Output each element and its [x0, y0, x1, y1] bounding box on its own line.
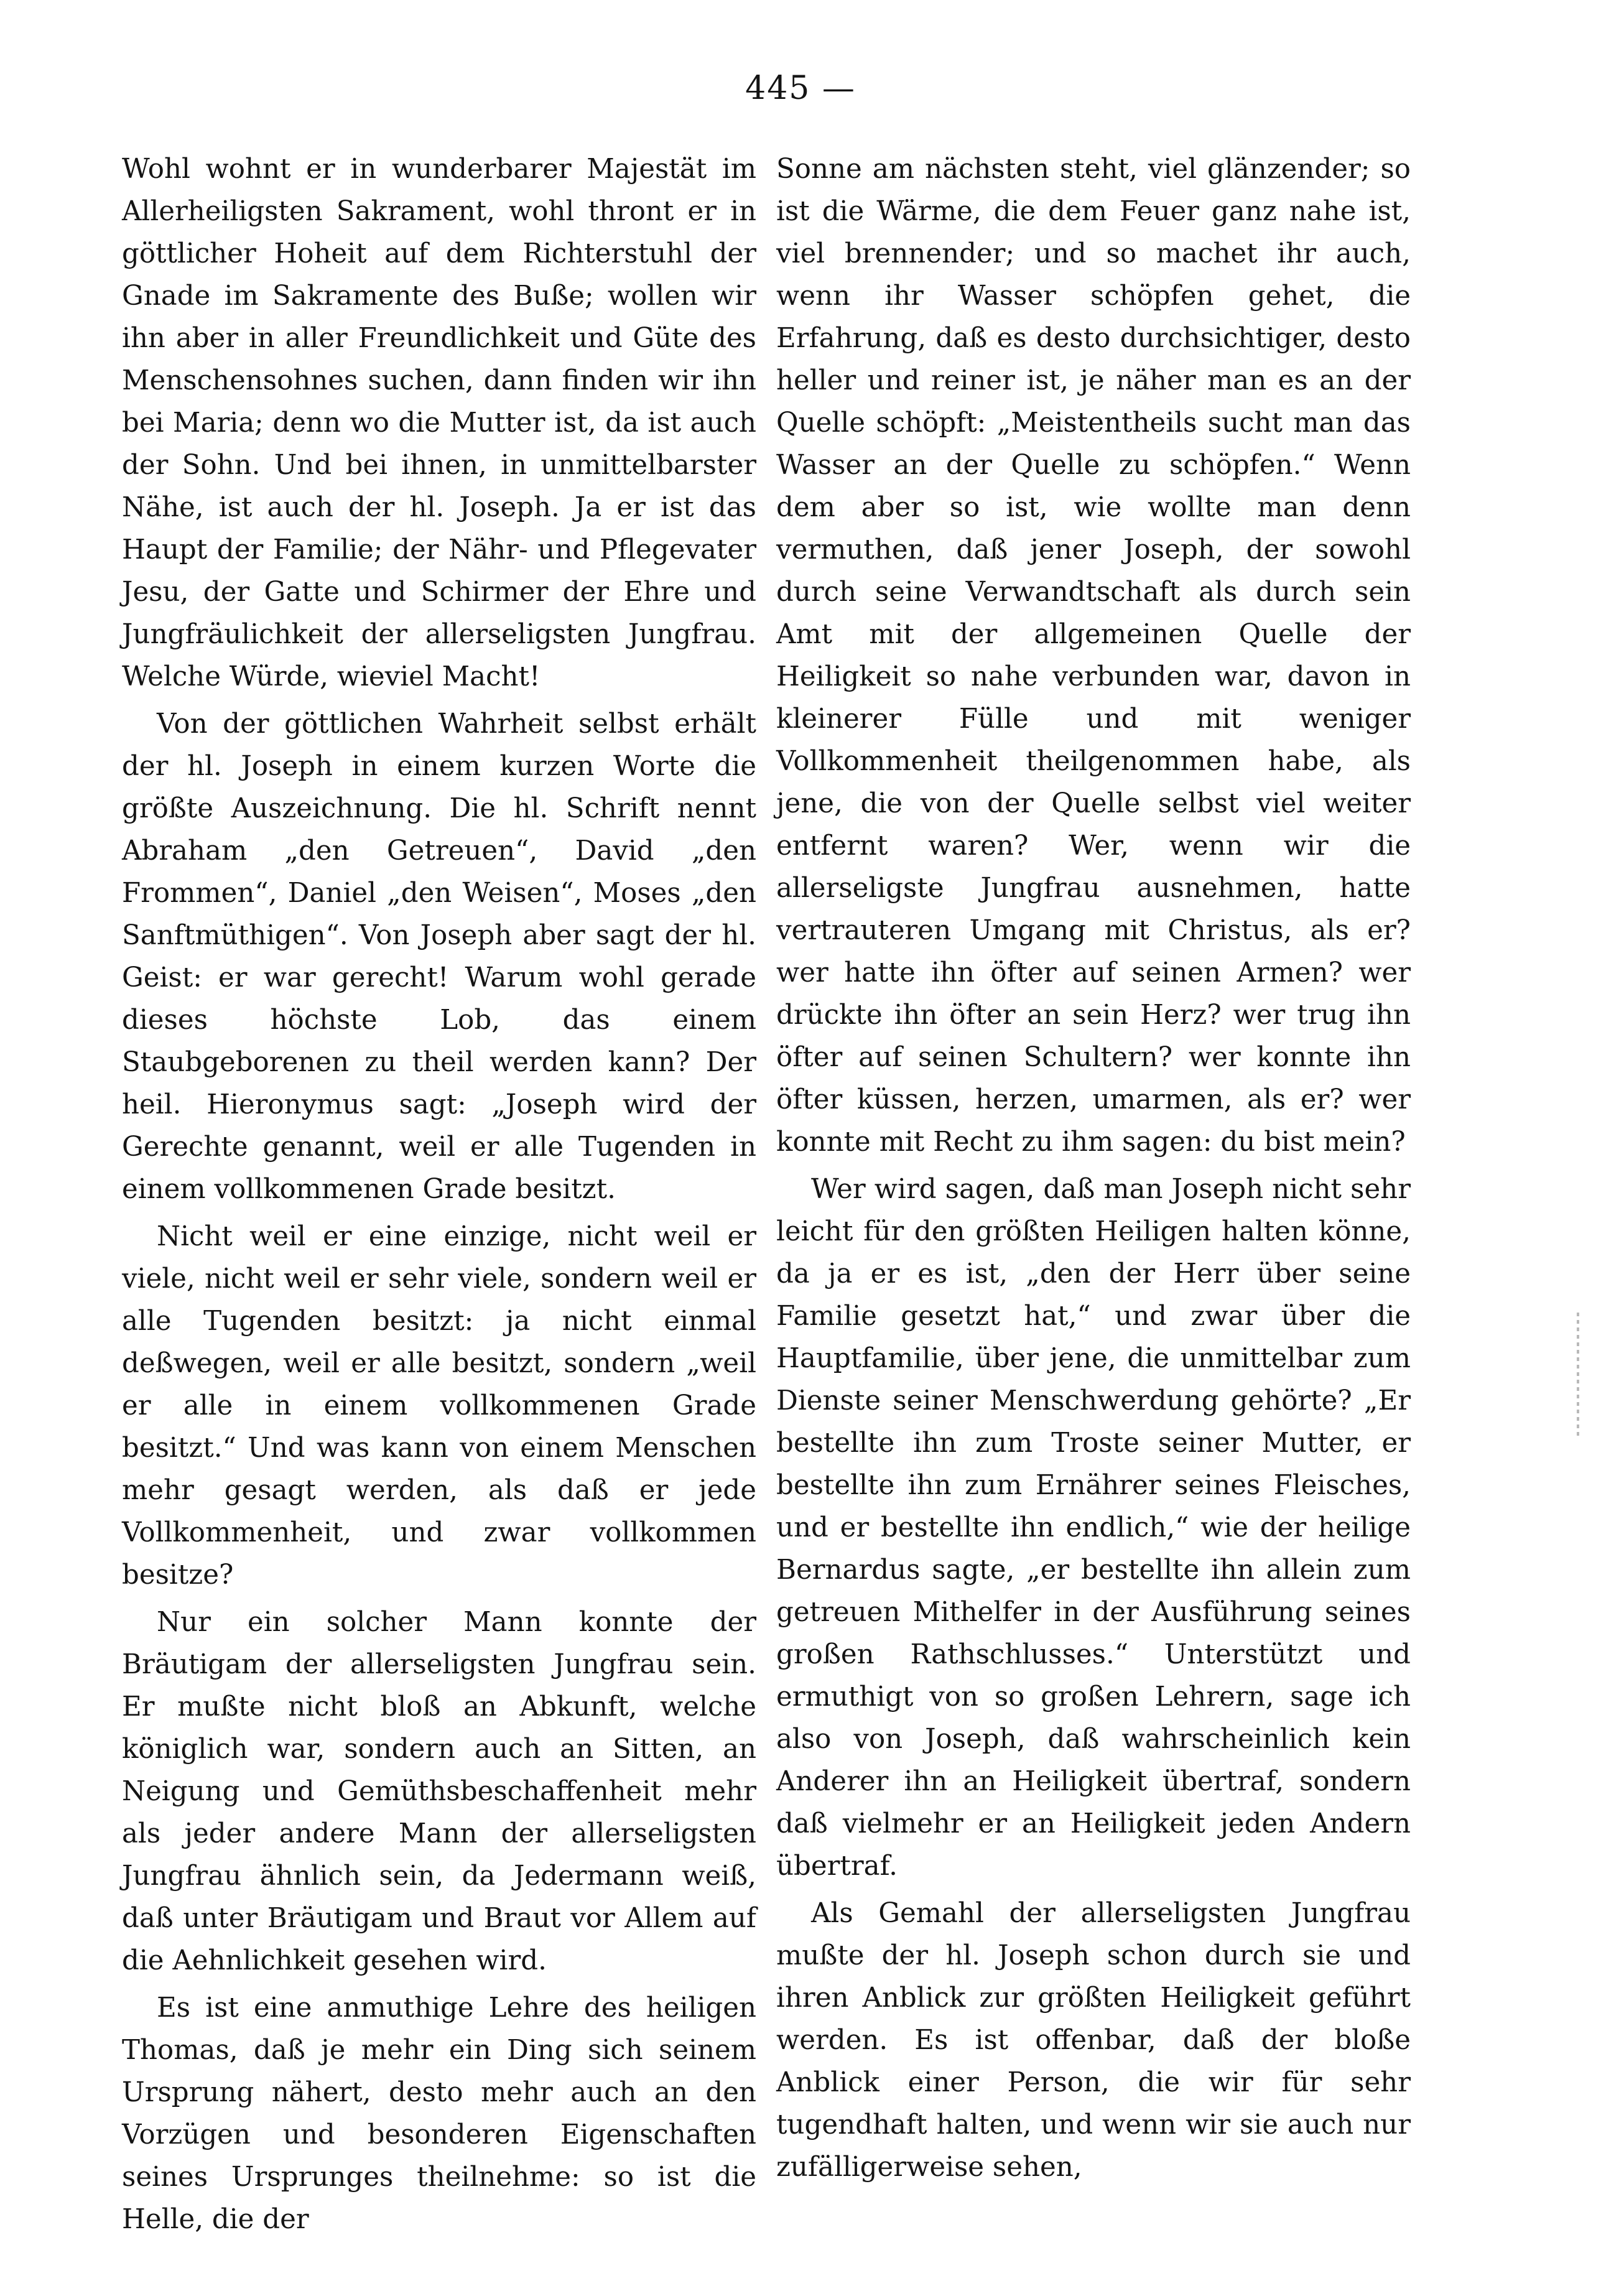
margin-scan-mark — [1577, 1313, 1579, 1437]
paragraph-majestaet: Wohl wohnt er in wunderbarer Majestät im Allerheiligsten Sakrament, wohl thront er in göttlicher Hoheit auf dem Richterstuhl der Gnade im Sakramente des Buße; wollen wir ihn aber in aller Freundlichkeit und Güte des Menschensohnes suchen, dann finden wir ihn bei Maria; denn wo die Mutter ist, da ist auch der Sohn. Und bei ihnen, in unmittelbarster Nähe, ist auch der hl. Joseph. Ja er ist das Haupt der Familie; der Nähr- und Pflegevater Jesu, der Gatte und Schirmer der Ehre und Jungfräulichkeit der allerseligsten Jungfrau. Welche Würde, wieviel Macht! — [122, 154, 756, 692]
paragraph-alle-tugenden: Nicht weil er eine einzige, nicht weil er viele, nicht weil er sehr viele, sondern weil er alle Tugenden besitzt: ja nicht einmal deßwegen, weil er alle besitzt, sondern „weil er alle in einem vollkommenen Grade besitzt.“ Und was kann von einem Menschen mehr gesagt werden, als daß er jede Vollkommenheit, und zwar vollkommen besitze? — [122, 1221, 756, 1591]
page-number: 445 — — [745, 70, 856, 107]
paragraph-thomas: Es ist eine anmuthige Lehre des heiligen Thomas, daß je mehr ein Ding sich seinem Ursprung nähert, desto mehr auch an den Vorzügen und besonderen Eigenschaften seines Ursprunges theilnehme: so ist die Helle, die der — [122, 1992, 756, 2235]
paragraph-gerecht: Von der göttlichen Wahrheit selbst erhält der hl. Joseph in einem kurzen Worte die größte Auszeichnung. Die hl. Schrift nennt Abraham „den Getreuen“, David „den Frommen“, Daniel „den Weisen“, Moses „den Sanftmüthigen“. Von Joseph aber sagt der hl. Geist: er war gerecht! Warum wohl gerade dieses höchste Lob, das einem Staubgeborenen zu theil werden kann? Der heil. Hieronymus sagt: „Joseph wird der Gerechte genannt, weil er alle Tugenden in einem vollkommenen Grade besitzt. — [122, 709, 756, 1205]
paragraph-gemahl: Als Gemahl der allerseligsten Jungfrau mußte der hl. Joseph schon durch sie und ihren Anblick zur größten Heiligkeit geführt werden. Es ist offenbar, daß der bloße Anblick einer Person, die wir für sehr tugendhaft halten, und wenn wir sie auch nur zufälligerweise sehen, — [776, 1898, 1411, 2183]
paragraph-braeutigam: Nur ein solcher Mann konnte der Bräutigam der allerseligsten Jungfrau sein. Er mußte nicht bloß an Abkunft, welche königlich war, sondern auch an Sitten, an Neigung und Gemüthsbeschaffenheit mehr als jeder andere Mann der allerseligsten Jungfrau ähnlich sein, da Jedermann weiß, daß unter Bräutigam und Braut vor Allem auf die Aehnlichkeit gesehen wird. — [122, 1607, 756, 1976]
paragraph-quelle: Sonne am nächsten steht, viel glänzender; so ist die Wärme, die dem Feuer ganz nahe ist, viel brennender; und so machet ihr auch, wenn ihr Wasser schöpfen gehet, die Erfahrung, daß es desto durchsichtiger, desto heller und reiner ist, je näher man es an der Quelle schöpft: „Meistentheils sucht man das Wasser an der Quelle zu schöpfen.“ Wenn dem aber so ist, wie wollte man denn vermuthen, daß jener Joseph, der sowohl durch seine Verwandtschaft als durch sein Amt mit der allgemeinen Quelle der Heiligkeit so nahe verbunden war, davon in kleinerer Fülle und mit weniger Vollkommenheit theilgenommen habe, als jene, die von der Quelle selbst viel weiter entfernt waren? Wer, wenn wir die allerseligste Jungfrau ausnehmen, hatte vertrauteren Umgang mit Christus, als er? wer hatte ihn öfter auf seinen Armen? wer drückte ihn öfter an sein Herz? wer trug ihn öfter auf seinen Schultern? wer konnte ihn öfter küssen, herzen, umarmen, als er? wer konnte mit Recht zu ihm sagen: du bist mein? — [776, 154, 1411, 1158]
right-column — [776, 148, 1411, 2193]
paragraph-groesster-heiliger: Wer wird sagen, daß man Joseph nicht sehr leicht für den größten Heiligen halten könne, da ja er es ist, „den der Herr über seine Familie gesetzt hat,“ und zwar über die Hauptfamilie, über jene, die unmittelbar zum Dienste seiner Menschwerdung gehörte? „Er bestellte ihn zum Troste seiner Mutter, er bestellte ihn zum Ernährer seines Fleisches, und er bestellte ihn endlich,“ wie der heilige Bernardus sagte, „er bestellte ihn allein zum getreuen Mithelfer in der Ausführung seines großen Rathschlusses.“ Unterstützt und ermuthigt von so großen Lehrern, sage ich also von Joseph, daß wahrscheinlich kein Anderer ihn an Heiligkeit übertraf, sondern daß vielmehr er an Heiligkeit jeden Andern übertraf. — [776, 1174, 1411, 1882]
left-column — [122, 148, 756, 2246]
